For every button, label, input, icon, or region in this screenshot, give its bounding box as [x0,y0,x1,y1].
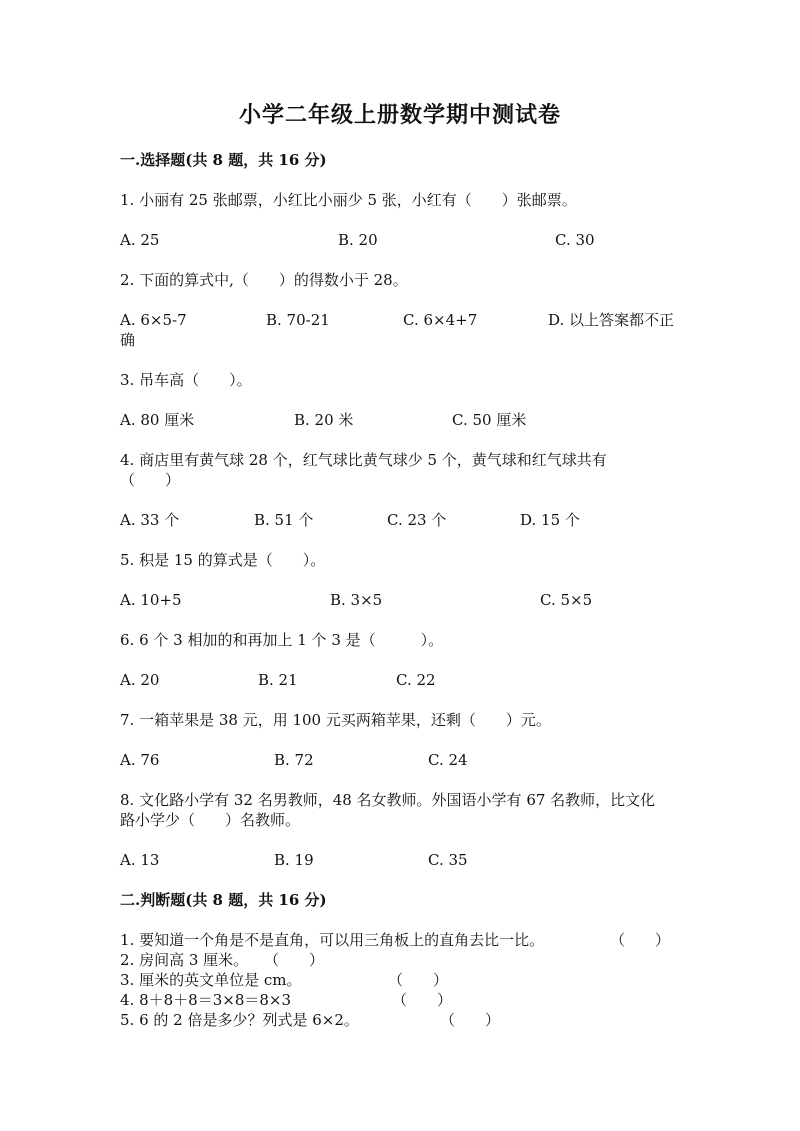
q5-option-b: B. 3×5 [330,591,383,609]
judgment-item-4-blank: （ ） [392,991,453,1009]
q4-option-b: B. 51 个 [254,511,314,529]
q2-option-d: D. 以上答案都不正 [548,311,675,329]
judgment-item-3-blank: （ ） [388,971,449,989]
judgment-item-2-blank: （ ） [264,951,325,969]
q1-option-c: C. 30 [555,231,595,249]
judgment-item-1-blank: （ ） [610,931,671,949]
q4-option-c: C. 23 个 [387,511,447,529]
judgment-item-1: 1. 要知道一个角是不是直角，可以用三角板上的直角去比一比。 [120,931,545,949]
judgment-item-5: 5. 6 的 2 倍是多少？列式是 6×2。 [120,1011,359,1029]
question-7: 7. 一箱苹果是 38 元，用 100 元买两箱苹果，还剩（ ）元。 [120,711,551,729]
q1-option-b: B. 20 [338,231,378,249]
q6-option-a: A. 20 [120,671,160,689]
q8-option-b: B. 19 [274,851,314,869]
judgment-item-4: 4. 8＋8＋8＝3×8＝8×3 [120,991,292,1009]
q7-option-a: A. 76 [120,751,160,769]
q4-option-a: A. 33 个 [120,511,180,529]
q2-option-b: B. 70-21 [266,311,330,329]
q7-option-b: B. 72 [274,751,314,769]
question-5: 5. 积是 15 的算式是（ ）。 [120,551,326,569]
question-8: 8. 文化路小学有 32 名男教师，48 名女教师。外国语小学有 67 名教师，比文化 [120,791,656,809]
question-4: 4. 商店里有黄气球 28 个，红气球比黄气球少 5 个，黄气球和红气球共有 [120,451,607,469]
q6-option-b: B. 21 [258,671,298,689]
section-heading-judgment: 二.判断题(共 8 题，共 16 分) [120,891,327,909]
q4-option-d: D. 15 个 [520,511,580,529]
q7-option-c: C. 24 [428,751,468,769]
q3-option-a: A. 80 厘米 [120,411,195,429]
question-1: 1. 小丽有 25 张邮票，小红比小丽少 5 张，小红有（ ）张邮票。 [120,191,577,209]
q1-option-a: A. 25 [120,231,160,249]
q8-option-a: A. 13 [120,851,160,869]
q5-option-c: C. 5×5 [540,591,593,609]
q3-option-b: B. 20 米 [294,411,354,429]
question-8-continuation: 路小学少（ ）名教师。 [120,811,301,829]
q2-option-c: C. 6×4+7 [403,311,478,329]
section-heading-choice: 一.选择题(共 8 题，共 16 分) [120,151,327,169]
q5-option-a: A. 10+5 [120,591,182,609]
question-4-continuation: （ ） [120,471,181,489]
q2-option-a: A. 6×5-7 [120,311,187,329]
q2-option-d-continuation: 确 [120,331,136,349]
judgment-item-2: 2. 房间高 3 厘米。 [120,951,249,969]
question-2: 2. 下面的算式中,（ ）的得数小于 28。 [120,271,408,289]
q3-option-c: C. 50 厘米 [452,411,527,429]
judgment-item-5-blank: （ ） [440,1011,501,1029]
q6-option-c: C. 22 [396,671,436,689]
question-6: 6. 6 个 3 相加的和再加上 1 个 3 是（ ）。 [120,631,444,649]
judgment-item-3: 3. 厘米的英文单位是 cm。 [120,971,302,989]
question-3: 3. 吊车高（ ）。 [120,371,252,389]
q8-option-c: C. 35 [428,851,468,869]
page-title: 小学二年级上册数学期中测试卷 [238,102,561,128]
